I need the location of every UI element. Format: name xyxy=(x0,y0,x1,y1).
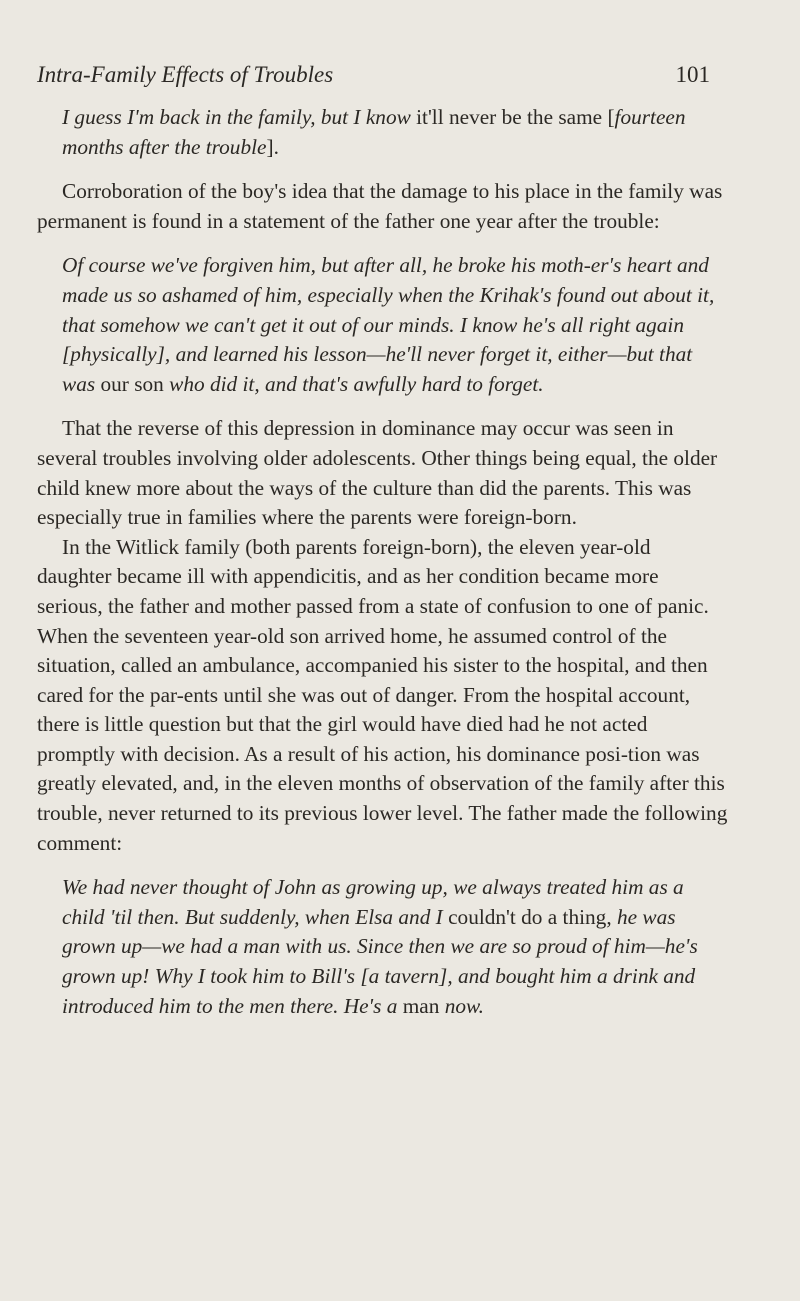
bracket-note: [physically] xyxy=(62,342,165,367)
quote-text: know xyxy=(472,312,518,337)
page-number: 101 xyxy=(675,62,710,87)
quote-roman: it'll never be the same xyxy=(416,105,603,129)
paragraph-3: In the Witlick family (both parents foreign-born), the eleven year-old daughter became ill with appendicitis, and as her condition became more serious, the father and mother passed from a state of confusion to one of panic. When the seventeen year-old son arrived home, he assumed control of the situation, called an ambulance, accompanied his sister to the hospital, and then cared for the par-ents until she was out of danger. From the hospital account, there is little question but that the girl would have died had he not acted promptly with decision. As a result of his action, his dominance posi-tion was greatly elevated, and, in the eleven months of observation of the family after this trouble, never returned to its previous lower level. The father made the following comment: xyxy=(37,534,728,855)
page-body xyxy=(37,103,729,1036)
bracket-close: ]. xyxy=(266,134,279,159)
quote-text: who did it, and that's awfully hard to forget. xyxy=(169,371,544,396)
block-quote-2 xyxy=(37,251,729,399)
quote-text: now. xyxy=(444,993,484,1018)
running-title: Intra-Family Effects of Troubles xyxy=(37,62,334,87)
running-header xyxy=(37,62,710,88)
quote-text: he's all right again xyxy=(522,312,684,337)
bracket-note: fourteen months after the trouble xyxy=(62,105,686,159)
quote-emphasis: know xyxy=(365,105,411,129)
quote-roman: man xyxy=(402,993,440,1018)
quote-text: was xyxy=(62,371,96,396)
quote-roman: our son xyxy=(100,371,164,396)
quote-text: Of course we've forgiven him, but after all, he broke his moth-er's heart and made us so ashamed of him, especially when the Krihak's found out about it, that somehow we can't get it out of our minds. I xyxy=(62,253,715,337)
quote-text: We had never thought of John as growing up, we always treated him as a child 'til then. But suddenly, when Elsa and I xyxy=(62,875,684,929)
quote-roman: couldn't do a thing, xyxy=(448,904,612,929)
block-quote-1 xyxy=(37,103,729,162)
block-quote-3 xyxy=(37,873,729,1021)
quote-text: Why I took him to Bill's [a tavern], and bought him a drink and introduced him to the men there. He's a xyxy=(62,964,696,1018)
paragraph-2: That the reverse of this depression in dominance may occur was seen in several troubles involving older adolescents. Other things being equal, the older child knew more about the ways of the culture than did the parents. This was especially true in families where the parents were foreign-born. xyxy=(37,416,718,530)
quote-text: , and learned his lesson—he'll never forget it, either—but that xyxy=(164,342,693,367)
quote-text: I guess I'm back in the family, but I xyxy=(62,105,361,129)
paragraph-1: Corroboration of the boy's idea that the damage to his place in the family was permanent is found in a statement of the father one year after the trouble: xyxy=(37,179,723,233)
bracket-open: [ xyxy=(607,105,615,129)
quote-text: he was grown up—we had a man with us. Since then we are so proud of him—he's grown up! xyxy=(62,904,698,989)
